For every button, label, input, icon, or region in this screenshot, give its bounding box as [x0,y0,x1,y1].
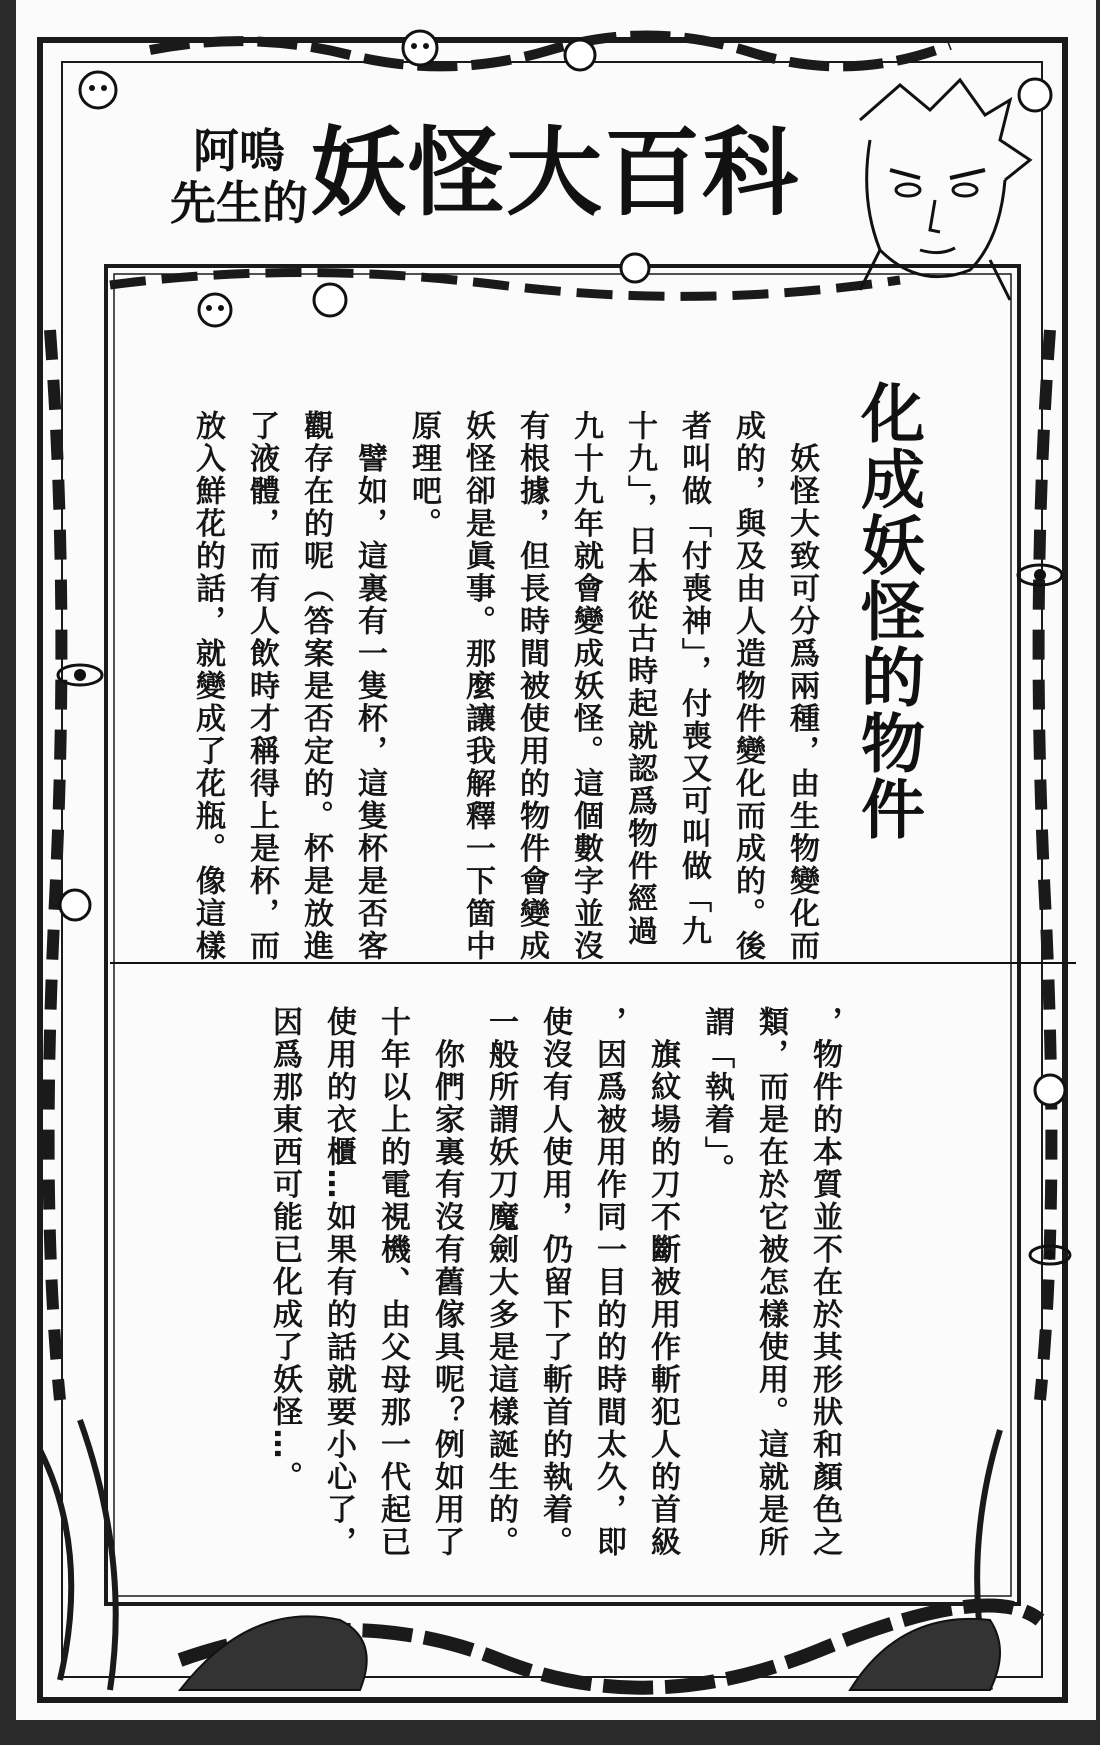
text-column: 者叫做「付喪神」，付喪又可叫做「九 [676,410,711,948]
title-author-line1: 阿嗚 [193,124,285,178]
text-column: 謂「執着」。 [699,1006,734,1186]
text-column: 類，而是在於它被怎樣使用。這就是所 [753,1006,788,1559]
text-column: 使沒有人使用，仍留下了斬首的執着。 [537,1006,572,1559]
text-column: 有根據，但長時間被使用的物件會變成 [514,410,549,963]
text-column: 放入鮮花的話，就變成了花瓶。像這樣 [190,410,225,963]
lower-text-block [257,1006,851,1559]
text-column: 九十九年就會變成妖怪。這個數字並沒 [568,410,603,963]
text-column: 旗紋場的刀不斷被用作斬犯人的首級 [645,1006,680,1559]
text-column: 十年以上的電視機、由父母那一代起已 [375,1006,410,1559]
text-column: ，因爲被用作同一目的的時間太久，即 [591,1006,626,1559]
text-column: 妖怪卻是眞事。那麼讓我解釋一下箇中 [460,410,495,963]
title-author-line2: 先生的 [170,176,308,230]
title-author [168,125,310,229]
section-divider [110,962,1076,964]
text-column: 了液體，而有人飲時才稱得上是杯，而 [244,410,279,963]
upper-text-block [180,410,828,963]
text-column: 妖怪大致可分爲兩種，由生物變化而 [784,410,819,963]
text-column: 譬如，這裏有一隻杯，這隻杯是否客 [352,410,387,963]
text-column: 原理吧。 [406,410,441,540]
text-column: ，物件的本質並不在於其形狀和顏色之 [807,1006,842,1559]
article-heading: 化成妖怪的物件 [850,380,924,842]
text-column: 因爲那東西可能已化成了妖怪…。 [267,1006,302,1494]
text-column: 成的，與及由人造物件變化而成的。後 [730,410,765,963]
page-title: 妖怪大百科 [310,117,800,229]
text-column: 觀存在的呢（答案是否定的。杯是放進 [298,410,333,963]
text-column: 十九」，日本從古時起就認爲物件經過 [622,410,657,948]
text-column: 一般所謂妖刀魔劍大多是這樣誕生的。 [483,1006,518,1559]
text-column: 你們家裏有沒有舊傢具呢？例如用了 [429,1006,464,1559]
text-column: 使用的衣櫃…如果有的話就要小心了， [321,1006,356,1559]
